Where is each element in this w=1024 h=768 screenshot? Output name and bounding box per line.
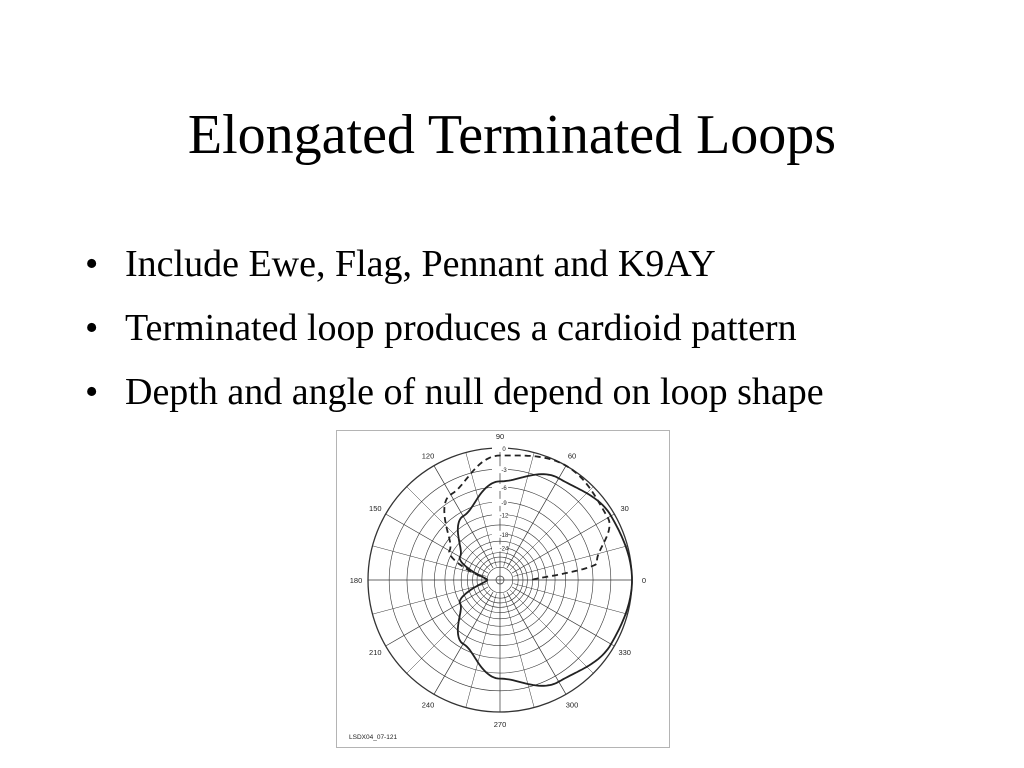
bullet-dot-icon: •	[85, 371, 99, 413]
grid-spoke	[510, 590, 593, 673]
angle-label: 120	[421, 451, 435, 461]
angle-label: 240	[421, 700, 435, 710]
bullet-list	[85, 232, 1005, 424]
bullet-text: Terminated loop produces a cardioid pattern	[125, 307, 797, 349]
grid-spoke	[512, 514, 614, 573]
ring-label: -24	[499, 546, 509, 553]
ring-label: -18	[499, 532, 509, 539]
grid-spoke	[386, 587, 488, 646]
ring-label: -9	[501, 500, 507, 507]
polar-pattern-plot	[337, 431, 669, 747]
grid-spoke	[510, 487, 593, 570]
bullet-item	[85, 296, 1005, 360]
bullet-item	[85, 360, 1005, 424]
bullet-text: Include Ewe, Flag, Pennant and K9AY	[125, 243, 716, 285]
angle-label: 270	[493, 720, 507, 729]
polar-pattern-figure	[336, 430, 670, 748]
angle-label: 300	[565, 700, 579, 710]
angle-label: 0	[641, 576, 647, 585]
ring-label: -3	[501, 468, 507, 475]
bullet-dot-icon: •	[85, 307, 99, 349]
figure-credit: LSDX04_07-121	[349, 734, 398, 741]
slide-title: Elongated Terminated Loops	[187, 104, 837, 166]
angle-label: 150	[369, 504, 382, 513]
bullet-text: Depth and angle of null depend on loop shape	[125, 371, 824, 413]
bullet-dot-icon: •	[85, 243, 99, 285]
angle-label: 210	[369, 648, 382, 657]
angle-label: 30	[620, 504, 629, 513]
bullet-item	[85, 232, 1005, 296]
angle-label: 60	[567, 451, 577, 461]
angle-label: 90	[495, 432, 505, 441]
grid-spoke	[386, 514, 488, 573]
ring-label: 0	[502, 447, 506, 453]
grid-spoke	[507, 592, 566, 694]
angle-label: 330	[618, 648, 631, 657]
ring-label: -12	[499, 513, 509, 520]
angle-label: 180	[349, 576, 363, 585]
grid-spoke	[512, 587, 614, 646]
grid-spoke	[507, 466, 566, 568]
ring-label: -6	[501, 485, 507, 492]
